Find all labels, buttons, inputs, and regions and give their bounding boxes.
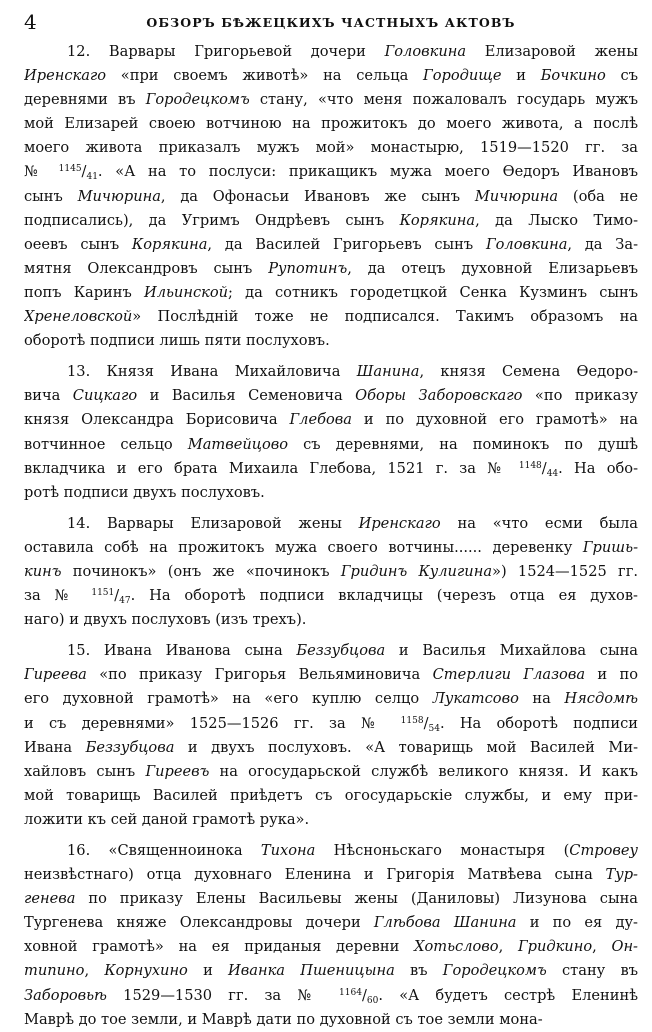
text-line: сынъ Мичюрина, да Офонасьи Ивановъ же сынъ Мичюрина (оба не <box>24 187 638 205</box>
paragraph <box>24 40 638 353</box>
text-line: генева по приказу Елены Васильевы жены (Даниловы) Лизунова сына <box>24 890 638 908</box>
text-line: моего живота приказалъ мужъ мой» монастырю, 1519—1520 гг. за <box>24 139 638 157</box>
text-line: 13. Князя Ивана Михайловича Шанина, князя Семена Өедоро- <box>67 363 638 381</box>
text-line: оставила собѣ на прожитокъ мужа своего вотчины...... деревенку Гришь- <box>24 538 638 556</box>
paragraph <box>24 639 638 832</box>
text-line: неизвѣстнаго) отца духовнаго Еленина и Григорія Матвѣева сына Тур- <box>24 866 638 884</box>
text-line: оеевъ сынъ Корякина, да Василей Григорьевъ сынъ Головкина, да За- <box>24 235 638 253</box>
text-line: № $^{1145}/_{41}$. «А на то послуси: прикащикъ мужа моего Өедоръ Ивановъ <box>24 163 638 183</box>
text-line: вотчинное сельцо Матвейцово съ деревнями, на поминокъ по душѣ <box>24 435 638 453</box>
paragraph <box>24 360 638 505</box>
text-line: и съ деревнями» 1525—1526 гг. за № $^{1158}/_{54}$. На оборотѣ подписи <box>24 714 638 734</box>
text-line: кинъ починокъ» (онъ же «починокъ Гридинъ Кулигина») 1524—1525 гг. <box>24 562 638 580</box>
paragraph-gap <box>24 505 638 512</box>
paragraph <box>24 512 638 632</box>
text-line: князя Олександра Борисовича Глебова и по духовной его грамотѣ» на <box>24 411 638 429</box>
text-line: ховной грамотѣ» на ея приданыя деревни Хотьслово, Гридкино, Он- <box>24 938 638 956</box>
paragraph-gap <box>24 632 638 639</box>
text-line: мятня Олександровъ сынъ Рупотинъ, да отецъ духовной Елизарьевъ <box>24 259 638 277</box>
text-line: Заборовьѣ 1529—1530 гг. за № $^{1164}/_{60}$. «А будетъ сестрѣ Еленинѣ <box>24 986 638 1006</box>
text-line: Маврѣ до тое земли, и Маврѣ дати по духовной съ тое земли мона- <box>24 1010 543 1028</box>
text-line: типино, Корнухино и Иванка Пшеницына въ Городецкомъ стану въ <box>24 962 638 980</box>
running-title: ОБЗОРЪ БѢЖЕЦКИХЪ ЧАСТНЫХЪ АКТОВЪ <box>146 15 516 30</box>
page-header <box>24 10 638 36</box>
text-line: 12. Варвары Григорьевой дочери Головкина Елизаровой жены <box>67 43 638 60</box>
text-line: мой товарищь Василей приѣдетъ съ огосударьскіе службы, и ему при- <box>24 786 638 804</box>
text-line: Хренеловской» Послѣдній тоже не подписался. Такимъ образомъ на <box>24 308 638 326</box>
text-line: 16. «Священноинока Тихона Нѣсноньскаго монастыря (Стровеу <box>67 842 638 859</box>
text-line: вича Сицкаго и Василья Семеновича Оборы Заборовскаго «по приказу <box>24 387 638 405</box>
paragraph-gap <box>24 353 638 360</box>
text-line: оборотѣ подписи лишь пяти послуховъ. <box>24 332 330 350</box>
text-line: деревнями въ Городецкомъ стану, «что меня пожаловалъ государь мужъ <box>24 91 638 109</box>
page-number: 4 <box>24 10 37 34</box>
text-line: мой Елизарей своею вотчиною на прожитокъ до моего живота, а послѣ <box>24 115 638 133</box>
paragraph <box>24 839 638 1032</box>
text-line: его духовной грамотѣ» на «его куплю селцо Лукатсово на Нясдомѣ <box>24 690 638 708</box>
text-line: наго) и двухъ послуховъ (изъ трехъ). <box>24 611 307 629</box>
text-line: вкладчика и его брата Михаила Глебова, 1521 г. за № $^{1148}/_{44}$. На обо- <box>24 459 638 479</box>
text-line: за № $^{1151}/_{47}$. На оборотѣ подписи вкладчицы (черезъ отца ея духов- <box>24 587 638 607</box>
text-line: 14. Варвары Елизаровой жены Иренскаго на «что есми была <box>67 514 638 532</box>
text-line: ротѣ подписи двухъ послуховъ. <box>24 483 265 501</box>
text-line: Иренскаго «при своемъ животѣ» на сельца Городище и Бочкино съ <box>24 67 638 85</box>
paragraph-gap <box>24 832 638 839</box>
text-line: хайловъ сынъ Гиреевъ на огосударьской службѣ великого князя. И какъ <box>24 762 638 780</box>
text-line: попъ Каринъ Ильинской; да сотникъ городетцкой Сенка Кузминъ сынъ <box>24 283 638 301</box>
text-line: Ивана Беззубцова и двухъ послуховъ. «А товарищь мой Василей Ми- <box>24 738 638 756</box>
text-line: ложити къ сей даной грамотѣ рука». <box>24 810 310 828</box>
text-line: Гиреева «по приказу Григорья Вельяминовича Стерлиги Глазова и по <box>24 666 638 684</box>
text-line: подписались), да Угримъ Ондрѣевъ сынъ Корякина, да Лыско Тимо- <box>24 211 638 229</box>
text-line: Тургенева княже Олександровы дочери Глѣбова Шанина и по ея ду- <box>24 914 638 932</box>
document-body <box>24 40 638 1032</box>
text-line: 15. Ивана Иванова сына Беззубцова и Василья Михайлова сына <box>67 642 638 660</box>
